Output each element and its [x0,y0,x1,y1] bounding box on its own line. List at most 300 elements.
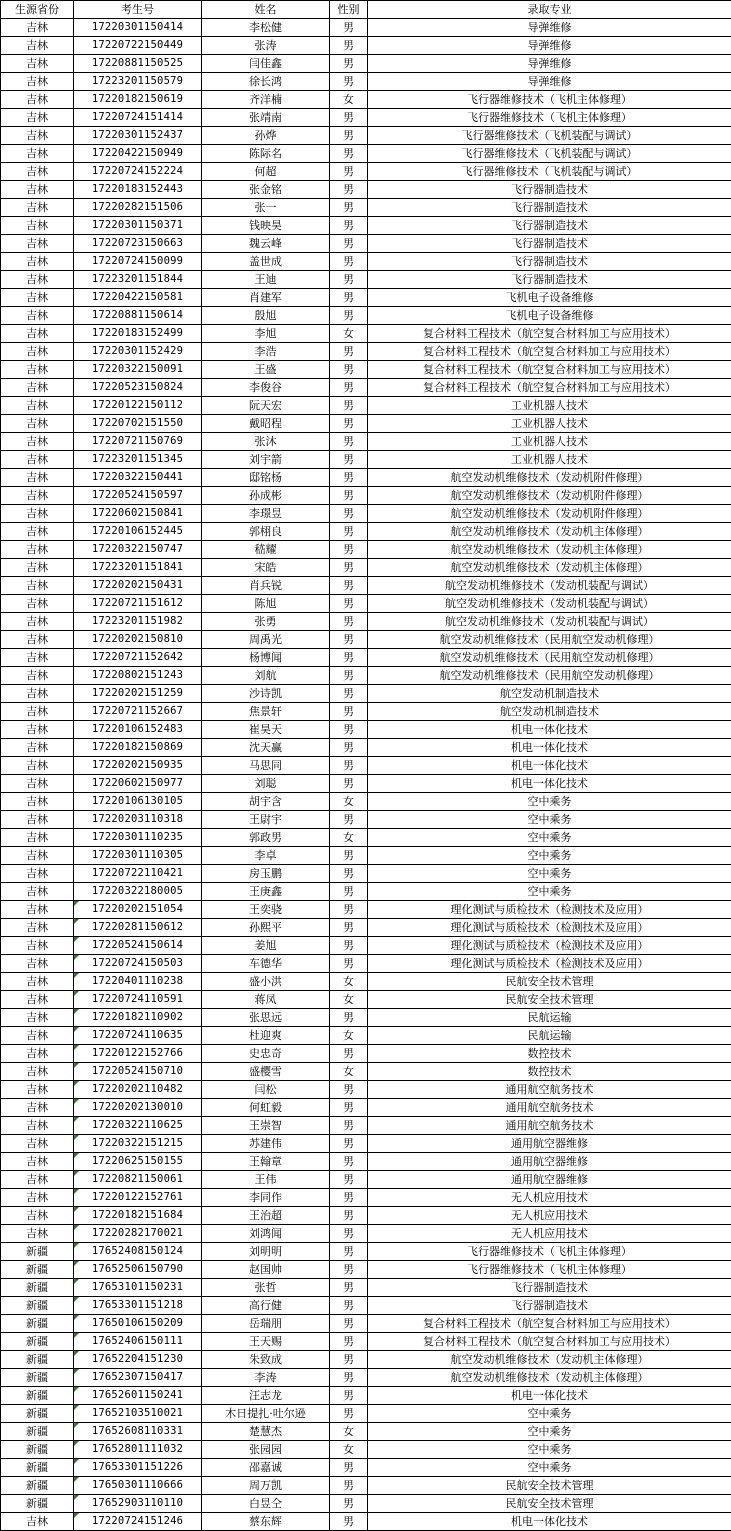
cell-province[interactable]: 吉林 [1,55,74,73]
cell-major[interactable]: 空中乘务 [368,811,731,829]
cell-major[interactable]: 导弹维修 [368,73,731,91]
cell-gender[interactable]: 男 [330,1459,368,1477]
cell-name[interactable]: 焦景轩 [202,703,330,721]
cell-gender[interactable]: 男 [330,901,368,919]
cell-province[interactable]: 吉林 [1,325,74,343]
cell-exam-number[interactable]: 17220202110482 [74,1081,202,1099]
cell-name[interactable]: 戴昭程 [202,415,330,433]
cell-major[interactable]: 航空发动机维修技术（发动机主体修理） [368,523,731,541]
cell-exam-number[interactable]: 17223201151982 [74,613,202,631]
cell-province[interactable]: 新疆 [1,1405,74,1423]
cell-name[interactable]: 孙成彬 [202,487,330,505]
cell-name[interactable]: 肖建军 [202,289,330,307]
cell-gender[interactable]: 男 [330,1225,368,1243]
cell-major[interactable]: 导弹维修 [368,19,731,37]
cell-province[interactable]: 吉林 [1,793,74,811]
cell-name[interactable]: 房玉鹏 [202,865,330,883]
cell-gender[interactable]: 男 [330,1495,368,1513]
cell-major[interactable]: 航空发动机维修技术（发动机主体修理） [368,1369,731,1387]
cell-name[interactable]: 刘鸿闻 [202,1225,330,1243]
cell-gender[interactable]: 男 [330,1261,368,1279]
cell-gender[interactable]: 女 [330,1027,368,1045]
cell-province[interactable]: 吉林 [1,235,74,253]
cell-province[interactable]: 吉林 [1,1117,74,1135]
cell-exam-number[interactable]: 17220724152224 [74,163,202,181]
cell-name[interactable]: 车德华 [202,955,330,973]
cell-name[interactable]: 楚慧杰 [202,1423,330,1441]
cell-exam-number[interactable]: 17652103510021 [74,1405,202,1423]
cell-major[interactable]: 复合材料工程技术（航空复合材料加工与应用技术） [368,343,731,361]
cell-name[interactable]: 盛樱雪 [202,1063,330,1081]
cell-name[interactable]: 盛小洪 [202,973,330,991]
cell-province[interactable]: 吉林 [1,1513,74,1531]
cell-gender[interactable]: 男 [330,199,368,217]
cell-gender[interactable]: 男 [330,1243,368,1261]
cell-name[interactable]: 李松健 [202,19,330,37]
cell-name[interactable]: 张靖南 [202,109,330,127]
cell-province[interactable]: 新疆 [1,1333,74,1351]
cell-gender[interactable]: 男 [330,1117,368,1135]
cell-gender[interactable]: 男 [330,1477,368,1495]
cell-major[interactable]: 飞行器制造技术 [368,253,731,271]
cell-major[interactable]: 复合材料工程技术（航空复合材料加工与应用技术） [368,325,731,343]
cell-exam-number[interactable]: 17220702151550 [74,415,202,433]
cell-gender[interactable]: 男 [330,1387,368,1405]
cell-major[interactable]: 机电一体化技术 [368,721,731,739]
cell-exam-number[interactable]: 17220721152667 [74,703,202,721]
cell-province[interactable]: 吉林 [1,1099,74,1117]
cell-province[interactable]: 新疆 [1,1261,74,1279]
cell-major[interactable]: 飞行器维修技术（飞机装配与调试） [368,127,731,145]
cell-name[interactable]: 孙熙平 [202,919,330,937]
cell-major[interactable]: 飞行器制造技术 [368,199,731,217]
cell-gender[interactable]: 男 [330,649,368,667]
cell-gender[interactable]: 男 [330,1009,368,1027]
cell-province[interactable]: 新疆 [1,1495,74,1513]
cell-major[interactable]: 空中乘务 [368,829,731,847]
cell-name[interactable]: 王庚鑫 [202,883,330,901]
cell-exam-number[interactable]: 17220122152761 [74,1189,202,1207]
cell-major[interactable]: 机电一体化技术 [368,1513,731,1531]
cell-gender[interactable]: 男 [330,1207,368,1225]
cell-name[interactable]: 刘聪 [202,775,330,793]
cell-gender[interactable]: 男 [330,505,368,523]
cell-name[interactable]: 盖世成 [202,253,330,271]
cell-name[interactable]: 何超 [202,163,330,181]
cell-province[interactable]: 吉林 [1,847,74,865]
cell-province[interactable]: 新疆 [1,1477,74,1495]
header-major[interactable]: 录取专业 [368,1,731,19]
cell-gender[interactable]: 男 [330,559,368,577]
cell-province[interactable]: 吉林 [1,829,74,847]
cell-exam-number[interactable]: 17220282170021 [74,1225,202,1243]
cell-exam-number[interactable]: 17652408150124 [74,1243,202,1261]
cell-exam-number[interactable]: 17223201150579 [74,73,202,91]
cell-name[interactable]: 木日提扎·吐尔逊 [202,1405,330,1423]
cell-exam-number[interactable]: 17652506150790 [74,1261,202,1279]
cell-exam-number[interactable]: 17220122152766 [74,1045,202,1063]
cell-gender[interactable]: 男 [330,415,368,433]
cell-exam-number[interactable]: 17220106152445 [74,523,202,541]
cell-province[interactable]: 吉林 [1,1063,74,1081]
cell-name[interactable]: 王天赐 [202,1333,330,1351]
cell-province[interactable]: 吉林 [1,397,74,415]
cell-exam-number[interactable]: 17220721150769 [74,433,202,451]
cell-major[interactable]: 飞行器维修技术（飞机装配与调试） [368,163,731,181]
cell-province[interactable]: 吉林 [1,343,74,361]
cell-exam-number[interactable]: 17220202151054 [74,901,202,919]
cell-gender[interactable]: 男 [330,1189,368,1207]
cell-province[interactable]: 吉林 [1,649,74,667]
cell-gender[interactable]: 男 [330,523,368,541]
cell-major[interactable]: 飞行器制造技术 [368,271,731,289]
cell-province[interactable]: 吉林 [1,1153,74,1171]
header-province[interactable]: 生源省份 [1,1,74,19]
cell-name[interactable]: 张思远 [202,1009,330,1027]
cell-major[interactable]: 空中乘务 [368,793,731,811]
cell-name[interactable]: 蒋凤 [202,991,330,1009]
cell-gender[interactable]: 男 [330,1513,368,1531]
cell-name[interactable]: 王盛 [202,361,330,379]
cell-gender[interactable]: 男 [330,919,368,937]
cell-name[interactable]: 蔡东辉 [202,1513,330,1531]
cell-major[interactable]: 航空发动机维修技术（民用航空发动机修理） [368,631,731,649]
cell-gender[interactable]: 男 [330,721,368,739]
cell-name[interactable]: 岳瑞朋 [202,1315,330,1333]
cell-gender[interactable]: 女 [330,991,368,1009]
cell-gender[interactable]: 男 [330,1045,368,1063]
cell-exam-number[interactable]: 17652608110331 [74,1423,202,1441]
cell-name[interactable]: 邸铭杨 [202,469,330,487]
cell-province[interactable]: 吉林 [1,181,74,199]
cell-major[interactable]: 航空发动机制造技术 [368,685,731,703]
cell-gender[interactable]: 男 [330,1315,368,1333]
cell-province[interactable]: 吉林 [1,109,74,127]
cell-exam-number[interactable]: 17650106150209 [74,1315,202,1333]
cell-province[interactable]: 吉林 [1,127,74,145]
cell-major[interactable]: 复合材料工程技术（航空复合材料加工与应用技术） [368,379,731,397]
cell-major[interactable]: 通用航空航务技术 [368,1081,731,1099]
cell-exam-number[interactable]: 17220322150091 [74,361,202,379]
cell-exam-number[interactable]: 17652801111032 [74,1441,202,1459]
cell-name[interactable]: 李涛 [202,1369,330,1387]
cell-province[interactable]: 吉林 [1,595,74,613]
cell-name[interactable]: 杜迎爽 [202,1027,330,1045]
cell-exam-number[interactable]: 17220723150663 [74,235,202,253]
cell-exam-number[interactable]: 17652601150241 [74,1387,202,1405]
cell-province[interactable]: 吉林 [1,631,74,649]
cell-name[interactable]: 郭政男 [202,829,330,847]
cell-gender[interactable]: 男 [330,739,368,757]
cell-exam-number[interactable]: 17220602150977 [74,775,202,793]
cell-major[interactable]: 飞行器维修技术（飞机装配与调试） [368,145,731,163]
cell-major[interactable]: 民航运输 [368,1027,731,1045]
cell-gender[interactable]: 男 [330,1405,368,1423]
cell-province[interactable]: 吉林 [1,37,74,55]
cell-province[interactable]: 新疆 [1,1441,74,1459]
cell-exam-number[interactable]: 17220322150441 [74,469,202,487]
cell-name[interactable]: 朱致成 [202,1351,330,1369]
cell-exam-number[interactable]: 17223201151841 [74,559,202,577]
cell-province[interactable]: 吉林 [1,415,74,433]
cell-province[interactable]: 吉林 [1,361,74,379]
cell-exam-number[interactable]: 17652307150417 [74,1369,202,1387]
cell-exam-number[interactable]: 17220322151215 [74,1135,202,1153]
cell-gender[interactable]: 女 [330,1063,368,1081]
cell-gender[interactable]: 男 [330,1297,368,1315]
cell-exam-number[interactable]: 17220722150449 [74,37,202,55]
cell-gender[interactable]: 男 [330,37,368,55]
cell-exam-number[interactable]: 17220881150614 [74,307,202,325]
cell-major[interactable]: 民航安全技术管理 [368,973,731,991]
cell-exam-number[interactable]: 17220122150112 [74,397,202,415]
cell-gender[interactable]: 男 [330,217,368,235]
cell-name[interactable]: 苏建伟 [202,1135,330,1153]
cell-gender[interactable]: 男 [330,883,368,901]
cell-major[interactable]: 数控技术 [368,1045,731,1063]
cell-name[interactable]: 嵇耀 [202,541,330,559]
cell-gender[interactable]: 男 [330,397,368,415]
cell-major[interactable]: 航空发动机维修技术（民用航空发动机修理） [368,667,731,685]
cell-exam-number[interactable]: 17220625150155 [74,1153,202,1171]
cell-major[interactable]: 航空发动机维修技术（发动机主体修理） [368,1351,731,1369]
cell-name[interactable]: 李卓 [202,847,330,865]
cell-major[interactable]: 民航安全技术管理 [368,1495,731,1513]
cell-province[interactable]: 吉林 [1,1189,74,1207]
cell-exam-number[interactable]: 17220524150614 [74,937,202,955]
cell-gender[interactable]: 男 [330,955,368,973]
cell-name[interactable]: 宋皓 [202,559,330,577]
cell-name[interactable]: 李璟昱 [202,505,330,523]
cell-name[interactable]: 周禹光 [202,631,330,649]
cell-gender[interactable]: 女 [330,1441,368,1459]
cell-gender[interactable]: 男 [330,73,368,91]
cell-exam-number[interactable]: 17220821150061 [74,1171,202,1189]
cell-major[interactable]: 无人机应用技术 [368,1207,731,1225]
cell-exam-number[interactable]: 17220722110421 [74,865,202,883]
cell-province[interactable]: 吉林 [1,865,74,883]
cell-province[interactable]: 吉林 [1,1225,74,1243]
cell-name[interactable]: 何虹毅 [202,1099,330,1117]
cell-name[interactable]: 李俊谷 [202,379,330,397]
cell-name[interactable]: 邵嘉诚 [202,1459,330,1477]
cell-name[interactable]: 马思同 [202,757,330,775]
cell-province[interactable]: 吉林 [1,73,74,91]
cell-province[interactable]: 吉林 [1,919,74,937]
cell-province[interactable]: 新疆 [1,1243,74,1261]
cell-major[interactable]: 空中乘务 [368,1423,731,1441]
cell-major[interactable]: 民航安全技术管理 [368,1477,731,1495]
cell-province[interactable]: 吉林 [1,1027,74,1045]
cell-exam-number[interactable]: 17652406150111 [74,1333,202,1351]
cell-name[interactable]: 王尉宇 [202,811,330,829]
cell-province[interactable]: 吉林 [1,577,74,595]
cell-major[interactable]: 航空发动机维修技术（民用航空发动机修理） [368,649,731,667]
cell-name[interactable]: 李同作 [202,1189,330,1207]
cell-name[interactable]: 王奕骁 [202,901,330,919]
cell-province[interactable]: 新疆 [1,1423,74,1441]
cell-exam-number[interactable]: 17220203110318 [74,811,202,829]
cell-gender[interactable]: 男 [330,469,368,487]
cell-name[interactable]: 李旭 [202,325,330,343]
cell-province[interactable]: 吉林 [1,1207,74,1225]
cell-province[interactable]: 吉林 [1,703,74,721]
cell-exam-number[interactable]: 17220881150525 [74,55,202,73]
cell-province[interactable]: 吉林 [1,217,74,235]
cell-gender[interactable]: 女 [330,325,368,343]
cell-exam-number[interactable]: 17220183152499 [74,325,202,343]
cell-major[interactable]: 飞行器维修技术（飞机主体修理） [368,1261,731,1279]
cell-exam-number[interactable]: 17220202130010 [74,1099,202,1117]
cell-major[interactable]: 飞机电子设备维修 [368,307,731,325]
cell-name[interactable]: 李浩 [202,343,330,361]
cell-province[interactable]: 新疆 [1,1315,74,1333]
cell-exam-number[interactable]: 17220106130105 [74,793,202,811]
cell-exam-number[interactable]: 17220422150581 [74,289,202,307]
cell-exam-number[interactable]: 17220301150371 [74,217,202,235]
cell-major[interactable]: 空中乘务 [368,1441,731,1459]
cell-province[interactable]: 吉林 [1,289,74,307]
cell-gender[interactable]: 男 [330,1279,368,1297]
cell-province[interactable]: 吉林 [1,883,74,901]
cell-major[interactable]: 通用航空器维修 [368,1171,731,1189]
cell-province[interactable]: 吉林 [1,739,74,757]
cell-name[interactable]: 崔昊天 [202,721,330,739]
cell-major[interactable]: 航空发动机维修技术（发动机装配与调试） [368,595,731,613]
cell-major[interactable]: 导弹维修 [368,55,731,73]
cell-gender[interactable]: 男 [330,541,368,559]
cell-gender[interactable]: 男 [330,631,368,649]
cell-major[interactable]: 民航安全技术管理 [368,991,731,1009]
cell-name[interactable]: 肖兵锐 [202,577,330,595]
cell-exam-number[interactable]: 17220721152642 [74,649,202,667]
cell-major[interactable]: 航空发动机维修技术（发动机主体修理） [368,559,731,577]
cell-exam-number[interactable]: 17220183152443 [74,181,202,199]
cell-gender[interactable]: 男 [330,847,368,865]
cell-exam-number[interactable]: 17652204151230 [74,1351,202,1369]
cell-major[interactable]: 空中乘务 [368,1405,731,1423]
cell-major[interactable]: 航空发动机维修技术（发动机主体修理） [368,541,731,559]
cell-exam-number[interactable]: 17220301152437 [74,127,202,145]
cell-major[interactable]: 复合材料工程技术（航空复合材料加工与应用技术） [368,1333,731,1351]
cell-gender[interactable]: 男 [330,1351,368,1369]
cell-major[interactable]: 通用航空器维修 [368,1153,731,1171]
cell-province[interactable]: 吉林 [1,1081,74,1099]
cell-name[interactable]: 陈旭 [202,595,330,613]
cell-gender[interactable]: 男 [330,307,368,325]
header-gender[interactable]: 性别 [330,1,368,19]
cell-exam-number[interactable]: 17220182150869 [74,739,202,757]
cell-exam-number[interactable]: 17653301151226 [74,1459,202,1477]
cell-major[interactable]: 航空发动机制造技术 [368,703,731,721]
cell-gender[interactable]: 男 [330,1171,368,1189]
cell-gender[interactable]: 男 [330,775,368,793]
cell-name[interactable]: 钱映昊 [202,217,330,235]
cell-exam-number[interactable]: 17220724150503 [74,955,202,973]
cell-name[interactable]: 胡宇含 [202,793,330,811]
cell-major[interactable]: 理化测试与质检技术（检测技术及应用） [368,955,731,973]
cell-exam-number[interactable]: 17220282151506 [74,199,202,217]
cell-major[interactable]: 复合材料工程技术（航空复合材料加工与应用技术） [368,1315,731,1333]
cell-major[interactable]: 通用航空航务技术 [368,1117,731,1135]
cell-major[interactable]: 工业机器人技术 [368,415,731,433]
cell-gender[interactable]: 男 [330,1135,368,1153]
cell-name[interactable]: 张沐 [202,433,330,451]
cell-province[interactable]: 吉林 [1,775,74,793]
cell-province[interactable]: 吉林 [1,811,74,829]
cell-name[interactable]: 沈天赢 [202,739,330,757]
cell-province[interactable]: 吉林 [1,1135,74,1153]
cell-gender[interactable]: 女 [330,829,368,847]
cell-exam-number[interactable]: 17220322150747 [74,541,202,559]
cell-major[interactable]: 飞行器维修技术（飞机主体修理） [368,1243,731,1261]
cell-major[interactable]: 导弹维修 [368,37,731,55]
cell-name[interactable]: 汪志龙 [202,1387,330,1405]
cell-province[interactable]: 新疆 [1,1387,74,1405]
cell-major[interactable]: 机电一体化技术 [368,757,731,775]
cell-name[interactable]: 刘明明 [202,1243,330,1261]
cell-gender[interactable]: 男 [330,613,368,631]
cell-exam-number[interactable]: 17220724151246 [74,1513,202,1531]
cell-gender[interactable]: 男 [330,19,368,37]
cell-exam-number[interactable]: 17220322180005 [74,883,202,901]
cell-gender[interactable]: 男 [330,163,368,181]
cell-major[interactable]: 飞行器制造技术 [368,181,731,199]
cell-name[interactable]: 陈际名 [202,145,330,163]
cell-major[interactable]: 飞行器维修技术（飞机主体修理） [368,109,731,127]
cell-exam-number[interactable]: 17220301152429 [74,343,202,361]
cell-major[interactable]: 工业机器人技术 [368,433,731,451]
cell-province[interactable]: 吉林 [1,307,74,325]
cell-major[interactable]: 飞行器制造技术 [368,1279,731,1297]
header-name[interactable]: 姓名 [202,1,330,19]
cell-major[interactable]: 飞行器制造技术 [368,235,731,253]
cell-province[interactable]: 吉林 [1,685,74,703]
cell-gender[interactable]: 男 [330,343,368,361]
cell-name[interactable]: 张一 [202,199,330,217]
cell-name[interactable]: 高行健 [202,1297,330,1315]
cell-province[interactable]: 吉林 [1,379,74,397]
cell-province[interactable]: 吉林 [1,559,74,577]
cell-major[interactable]: 空中乘务 [368,883,731,901]
cell-province[interactable]: 吉林 [1,541,74,559]
cell-exam-number[interactable]: 17652903110110 [74,1495,202,1513]
cell-gender[interactable]: 女 [330,973,368,991]
cell-name[interactable]: 白昱仝 [202,1495,330,1513]
cell-major[interactable]: 飞行器制造技术 [368,217,731,235]
cell-province[interactable]: 吉林 [1,271,74,289]
cell-name[interactable]: 王迪 [202,271,330,289]
cell-name[interactable]: 周万凯 [202,1477,330,1495]
cell-exam-number[interactable]: 17220182151684 [74,1207,202,1225]
cell-name[interactable]: 闫松 [202,1081,330,1099]
cell-gender[interactable]: 男 [330,757,368,775]
cell-exam-number[interactable]: 17220202151259 [74,685,202,703]
cell-gender[interactable]: 男 [330,811,368,829]
cell-exam-number[interactable]: 17220202150935 [74,757,202,775]
cell-exam-number[interactable]: 17220724150099 [74,253,202,271]
cell-gender[interactable]: 男 [330,271,368,289]
cell-gender[interactable]: 男 [330,145,368,163]
cell-gender[interactable]: 男 [330,685,368,703]
cell-name[interactable]: 张金铭 [202,181,330,199]
cell-name[interactable]: 殷旭 [202,307,330,325]
cell-province[interactable]: 吉林 [1,1045,74,1063]
cell-province[interactable]: 吉林 [1,991,74,1009]
cell-exam-number[interactable]: 17220602150841 [74,505,202,523]
cell-major[interactable]: 机电一体化技术 [368,739,731,757]
cell-exam-number[interactable]: 17220401110238 [74,973,202,991]
